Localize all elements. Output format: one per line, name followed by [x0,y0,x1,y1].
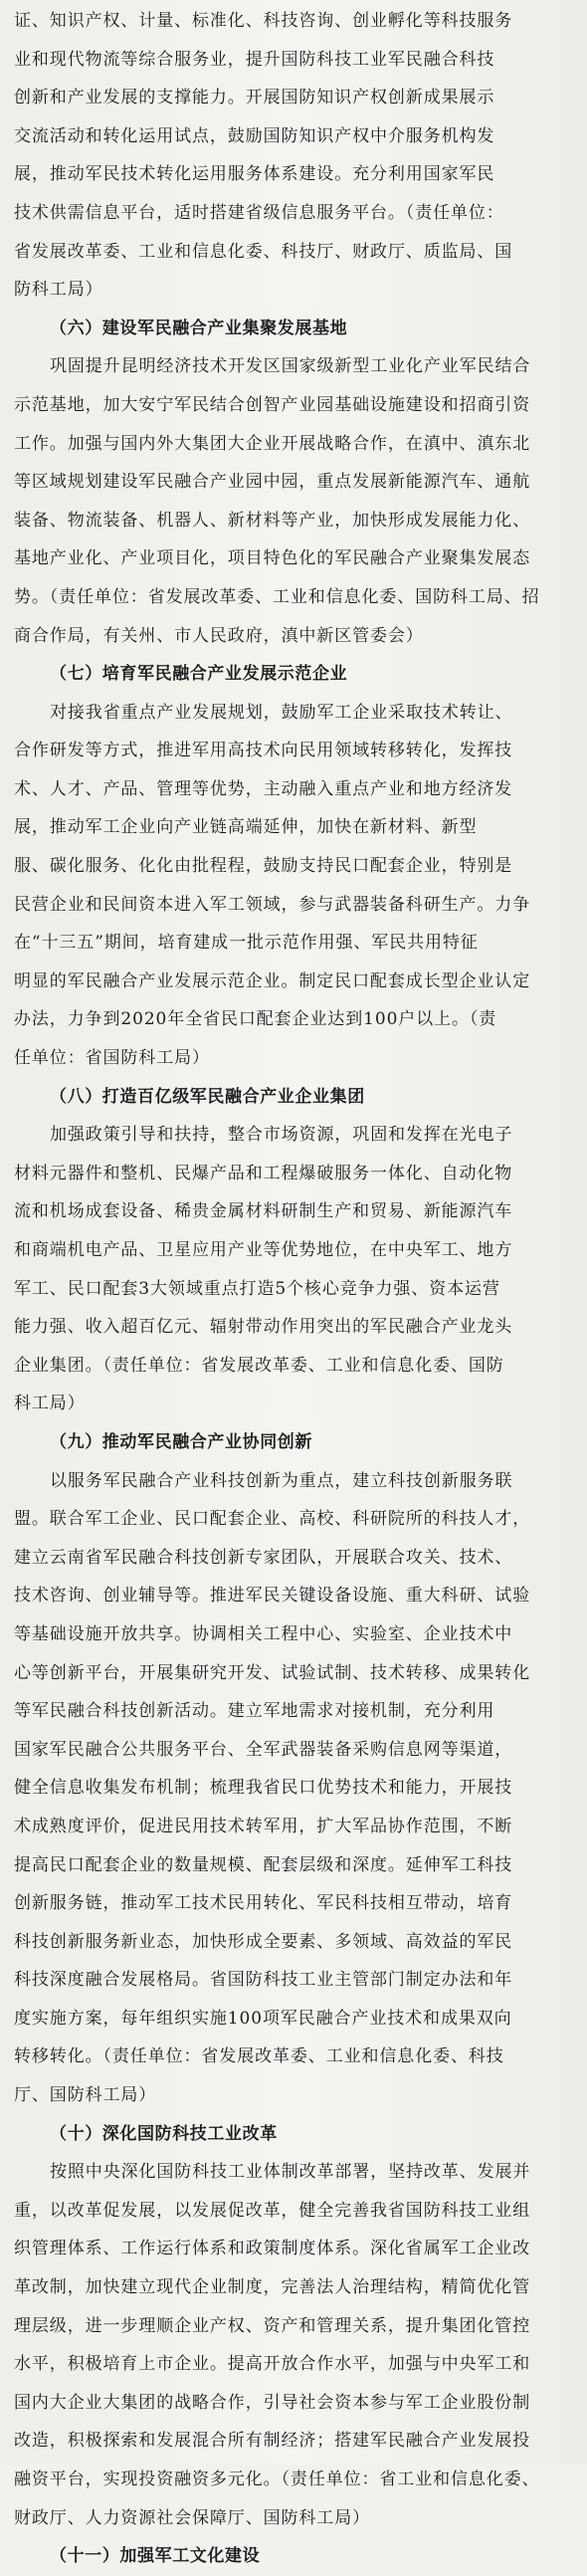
text-line: 以服务军民融合产业科技创新为重点，建立科技创新服务联 [50,1470,513,1491]
text-line: 展，推动军民技术转化运用服务体系建设。充分利用国家军民 [14,164,495,185]
text-line: 水平，积极培育上市企业。提高开放合作水平，加强与中央军工和 [14,2354,531,2375]
text-line: 改造，积极探索和发展混合所有制经济；搭建军民融合产业发展投 [14,2431,531,2452]
text-line: 材料元器件和整机、民爆产品和工程爆破服务一体化、自动化物 [14,1163,513,1183]
text-line: 重，以改革促发展，以发展促改革，健全完善我省国防科技工业组 [14,2200,531,2221]
text-line: 交流活动和转化运用试点，鼓励国防知识产权中介服务机构发 [14,125,495,146]
text-line: 技术咨询、创业辅导等。推进军民关键设备设施、重大科研、试验 [14,1586,531,1607]
text-line: 合作研发等方式，推进军用高技术向民用领域转移转化，发挥技 [14,741,513,761]
text-line: 工作。加强与国内外大集团大企业开展战略合作，在滇中、滇东北 [14,433,531,454]
text-line: 防科工局） [14,280,103,301]
section-heading: （十一）加强军工文化建设 [50,2546,261,2567]
text-line: 示范基地，加大安宁军民结合创智产业园基础设施建设和招商引资 [14,394,531,415]
text-line: 盟。联合军工企业、民口配套企业、高校、科研院所的科技人才， [14,1509,531,1530]
text-line: 商合作局，有关州、市人民政府，滇中新区管委会） [14,625,424,646]
text-line: 对接我省重点产业发展规划，鼓励军工企业采取技术转让、 [50,702,513,723]
text-line: 健全信息收集发布机制；梳理我省民口优势技术和能力，开展技 [14,1778,513,1799]
text-line: 军工、民口配套3大领域重点打造5个核心竞争力强、资本运营 [14,1278,500,1299]
text-line: 创新和产业发展的支撑能力。开展国防知识产权创新成果展示 [14,88,495,108]
text-line: 基地产业化、产业项目化，项目特色化的军民融合产业聚集发展态 [14,548,531,569]
section-heading: （六）建设军民融合产业集聚发展基地 [50,318,348,338]
text-line: 提高民口配套企业的数量规模、配套层级和深度。延伸军工科技 [14,1854,513,1875]
section-heading: （七）培育军民融合产业发展示范企业 [50,664,348,685]
section-heading: （八）打造百亿级军民融合产业企业集团 [50,1086,365,1107]
section-heading: （九）推动军民融合产业协同创新 [50,1431,312,1452]
text-line: 等军民融合科技创新活动。建立军地需求对接机制，充分利用 [14,1701,495,1722]
text-line: 理层级，进一步理顺企业产权、资产和管理关系，提升集团化管控 [14,2315,531,2336]
text-line: 能力强、收入超百亿元、辐射带动作用突出的军民融合产业龙头 [14,1317,513,1338]
text-line: 服、碳化服务、化化由批程程，鼓励支持民口配套企业，特别是 [14,856,513,877]
text-line: 等基础设施开放共享。协调相关工程中心、实验室、企业技术中 [14,1623,513,1644]
text-line: 加强政策引导和扶持，整合市场资源，巩固和发挥在光电子 [50,1125,513,1146]
text-line: 和商端机电产品、卫星应用产业等优势地位，在中央军工、地方 [14,1240,513,1260]
text-line: 转移转化。（责任单位：省发展改革委、工业和信息化委、科技 [14,2046,504,2067]
text-line: 明显的军民融合产业发展示范企业。制定民口配套成长型企业认定 [14,970,531,991]
text-line: 创新服务链，推动军工技术民用转化、军民科技相互带动，培育 [14,1893,513,1914]
text-line: 度实施方案，每年组织实施100项军民融合产业技术和成果双向 [14,2008,512,2029]
text-line: 任单位：省国防科工局） [14,1048,210,1069]
text-line: 业和现代物流等综合服务业，提升国防科技工业军民融合科技 [14,49,495,70]
text-line: 科技创新服务新业态，加快形成全要素、多领域、高效益的军民 [14,1931,513,1952]
text-line: 按照中央深化国防科技工业体制改革部署，坚持改革、发展并 [50,2162,531,2183]
text-line: 国家军民融合公共服务平台、全军武器装备采购信息网等渠道， [14,1739,513,1760]
text-line: 财政厅、人力资源社会保障厅、国防科工局） [14,2507,370,2528]
text-line: 流和机场成套设备、稀贵金属材料研制生产和贸易、新能源汽车 [14,1201,513,1222]
text-line: 在“十三五”期间，培育建成一批示范作用强、军民共用特征 [14,933,479,954]
text-line: 术成熟度评价，促进民用技术转军用，扩大军品协作范围，不断 [14,1816,513,1836]
text-line: 心等创新平台，开展集研究开发、试验试制、技术转移、成果转化 [14,1662,531,1683]
text-line: 巩固提升昆明经济技术开发区国家级新型工业化产业军民结合 [50,356,531,377]
text-line: 装备、物流装备、机器人、新材料等产业，加快形成发展能力化、 [14,510,531,531]
text-line: 省发展改革委、工业和信息化委、科技厅、财政厅、质监局、国 [14,241,513,262]
text-line: 证、知识产权、计量、标准化、科技咨询、创业孵化等科技服务 [14,11,513,31]
text-line: 办法，力争到2020年全省民口配套企业达到100户以上。（责 [14,1009,497,1030]
text-line: 革改制，加快建立现代企业制度，完善法人治理结构，精简优化管 [14,2277,531,2298]
text-line: 展，推动军工企业向产业链高端延伸，加快在新材料、新型 [14,817,478,838]
text-line: 技术供需信息平台，适时搭建省级信息服务平台。（责任单位： [14,202,504,223]
text-line: 势。（责任单位：省发展改革委、工业和信息化委、国防科工局、招 [14,586,540,607]
text-line: 厅、国防科工局） [14,2085,157,2106]
text-line: 科技深度融合发展格局。省国防科技工业主管部门制定办法和年 [14,1970,513,1991]
text-line: 融资平台，实现投资融资多元化。（责任单位：省工业和信息化委、 [14,2469,540,2489]
text-line: 企业集团。（责任单位：省发展改革委、工业和信息化委、国防 [14,1355,504,1376]
text-line: 织管理体系、工作运行体系和政策制度体系。深化省属军工企业改 [14,2239,531,2259]
text-line: 国内大企业大集团的战略合作，引导社会资本参与军工企业股份制 [14,2392,531,2413]
text-line: 建立云南省军民融合科技创新专家团队，开展联合攻关、技术、 [14,1547,513,1568]
text-line: 民营企业和民间资本进入军工领域，参与武器装备科研生产。力争 [14,894,531,915]
text-line: 科工局） [14,1394,86,1414]
text-line: 术、人才、产品、管理等优势，主动融入重点产业和地方经济发 [14,778,513,799]
section-heading: （十）深化国防科技工业改革 [50,2123,278,2144]
text-line: 等区域规划建设军民融合产业园中园，重点发展新能源汽车、通航 [14,472,531,493]
